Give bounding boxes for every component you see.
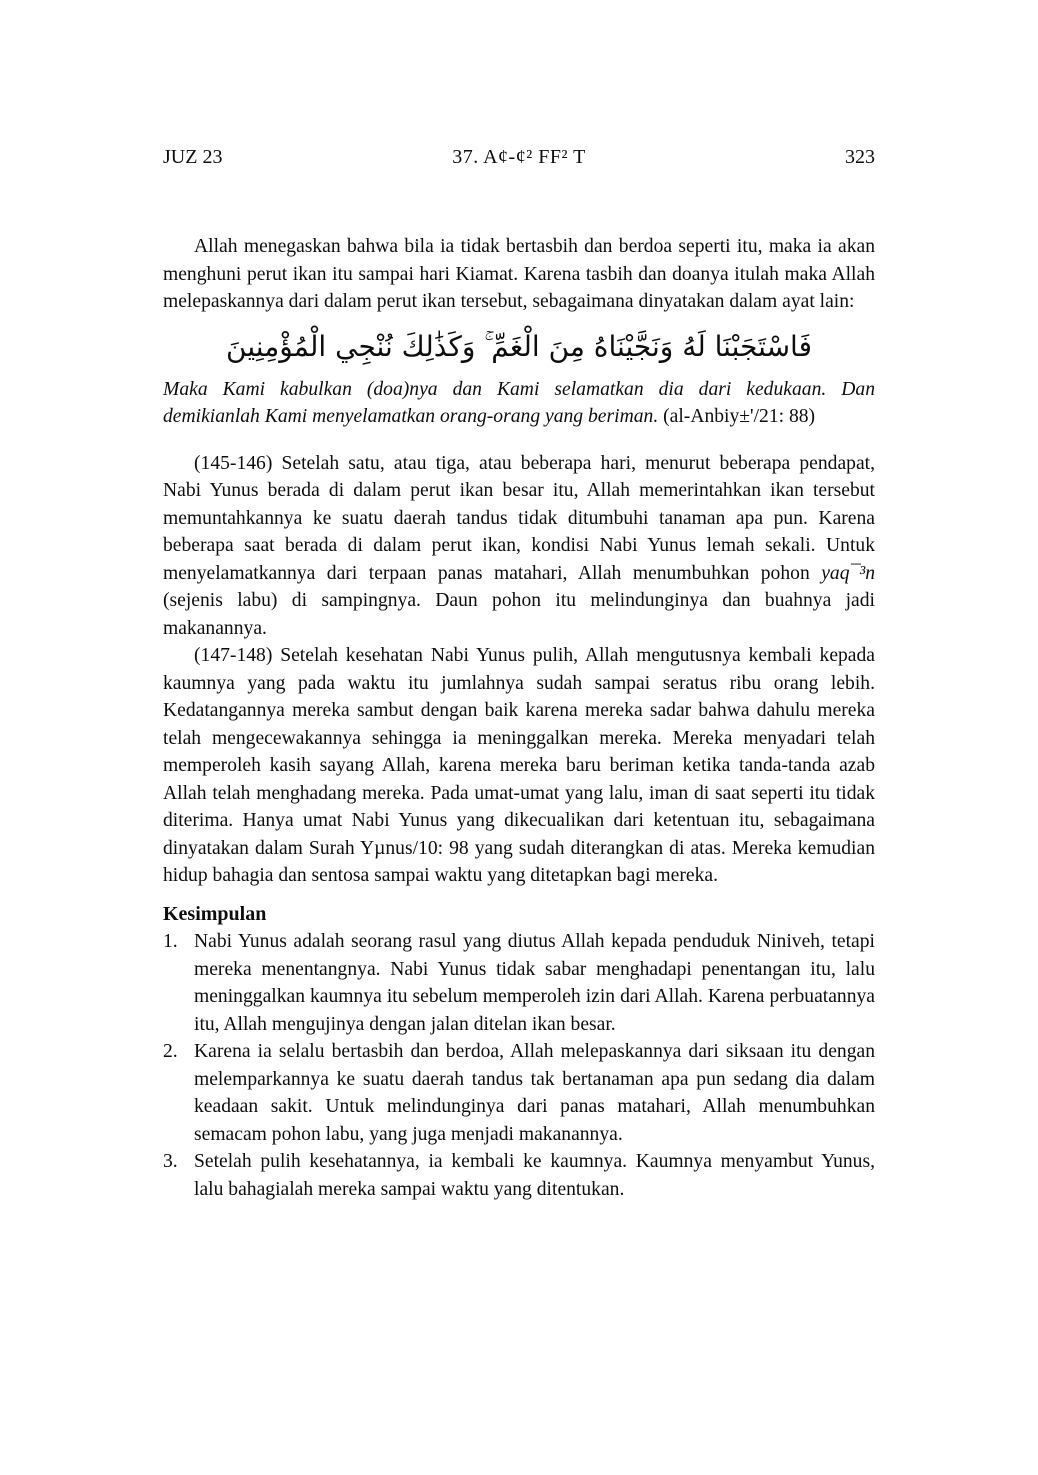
paragraph-145-146 xyxy=(163,450,875,643)
list-item xyxy=(163,928,875,1038)
list-item xyxy=(163,1038,875,1148)
juz-label: JUZ 23 xyxy=(163,146,223,168)
list-item-text: Nabi Yunus adalah seorang rasul yang diutus Allah kepada penduduk Niniveh, tetapi mereka menentangnya. Nabi Yunus tidak sabar menghadapi penentangan itu, lalu meninggalkan kaumnya itu sebelum memperoleh izin dari Allah. Karena perbuatannya itu, Allah mengujinya dengan jalan ditelan ikan besar. xyxy=(194,931,875,1035)
conclusion-list xyxy=(163,928,875,1203)
paragraph-145-146-post: (sejenis labu) di sampingnya. Daun pohon itu melindunginya dan buahnya jadi makanannya. xyxy=(163,590,875,639)
text-block xyxy=(163,145,875,1203)
verse-translation xyxy=(163,376,875,431)
list-item-number: 2. xyxy=(163,1041,178,1062)
intro-paragraph: Allah menegaskan bahwa bila ia tidak bertasbih dan berdoa seperti itu, maka ia akan menghuni perut ikan itu sampai hari Kiamat. Karena tasbih dan doanya itulah maka Allah melepaskannya dari dalam perut ikan tersebut, sebagaimana dinyatakan dalam ayat lain: xyxy=(163,236,875,312)
list-item-number: 3. xyxy=(163,1151,178,1172)
translation-text: Maka Kami kabulkan (doa)nya dan Kami selamatkan dia dari kedukaan. Dan demikianlah Kami menyelamatkan orang-orang yang beriman. xyxy=(163,378,875,427)
list-item-text: Karena ia selalu bertasbih dan berdoa, Allah melepaskannya dari siksaan itu dengan melemparkannya ke suatu daerah tandus tak bertanaman apa pun sedang dia dalam keadaan sakit. Untuk melindunginya dari panas matahari, Allah menumbuhkan semacam pohon labu, yang juga menjadi makanannya. xyxy=(194,1041,875,1145)
list-item xyxy=(163,1148,875,1203)
page-number: 323 xyxy=(845,146,875,168)
page-header xyxy=(163,145,875,169)
conclusion-heading: Kesimpulan xyxy=(163,902,267,925)
yaqtin-term: yaq¯³n xyxy=(821,562,875,584)
translation-reference: (al-Anbiy±'/21: 88) xyxy=(663,406,816,427)
quran-verse-arabic: فَاسْتَجَبْنَا لَهُ وَنَجَّيْنَاهُ مِنَ الْغَمِّ ۚ وَكَذَٰلِكَ نُنْجِي الْمُؤْمِنِينَ xyxy=(226,329,812,363)
list-item-text: Setelah pulih kesehatannya, ia kembali ke kaumnya. Kaumnya menyambut Yunus, lalu bahagialah mereka sampai waktu yang ditentukan. xyxy=(194,1151,875,1200)
paragraph-147-148: (147-148) Setelah kesehatan Nabi Yunus pulih, Allah mengutusnya kembali kepada kaumnya yang pada waktu itu jumlahnya sudah sampai seratus ribu orang lebih. Kedatangannya mereka sambut dengan baik karena mereka sadar bahwa dahulu mereka telah mengecewakannya sehingga ia meninggalkan mereka. Mereka menyadari telah memperoleh kasih sayang Allah, karena mereka baru beriman ketika tanda-tanda azab Allah telah menghadang mereka. Pada umat-umat yang lalu, iman di saat seperti itu tidak diterima. Hanya umat Nabi Yunus yang dikecualikan dari ketentuan itu, sebagaimana dinyatakan dalam Surah Yµnus/10: 98 yang sudah diterangkan di atas. Mereka kemudian hidup bahagia dan sentosa sampai waktu yang ditetapkan bagi mereka. xyxy=(163,645,875,886)
list-item-number: 1. xyxy=(163,931,178,952)
chapter-title: 37. A¢-¢² FF² T xyxy=(452,146,586,168)
paragraph-145-146-pre: (145-146) Setelah satu, atau tiga, atau beberapa hari, menurut beberapa pendapat, Nabi Yunus berada di dalam perut ikan besar itu, Allah memerintahkan ikan tersebut memuntahkannya ke suatu daerah tandus tidak ditumbuhi tanaman apa pun. Karena beberapa saat berada di dalam perut ikan, kondisi Nabi Yunus lemah sekali. Untuk menyelamatkannya dari terpaan panas matahari, Allah menumbuhkan pohon xyxy=(163,452,875,584)
